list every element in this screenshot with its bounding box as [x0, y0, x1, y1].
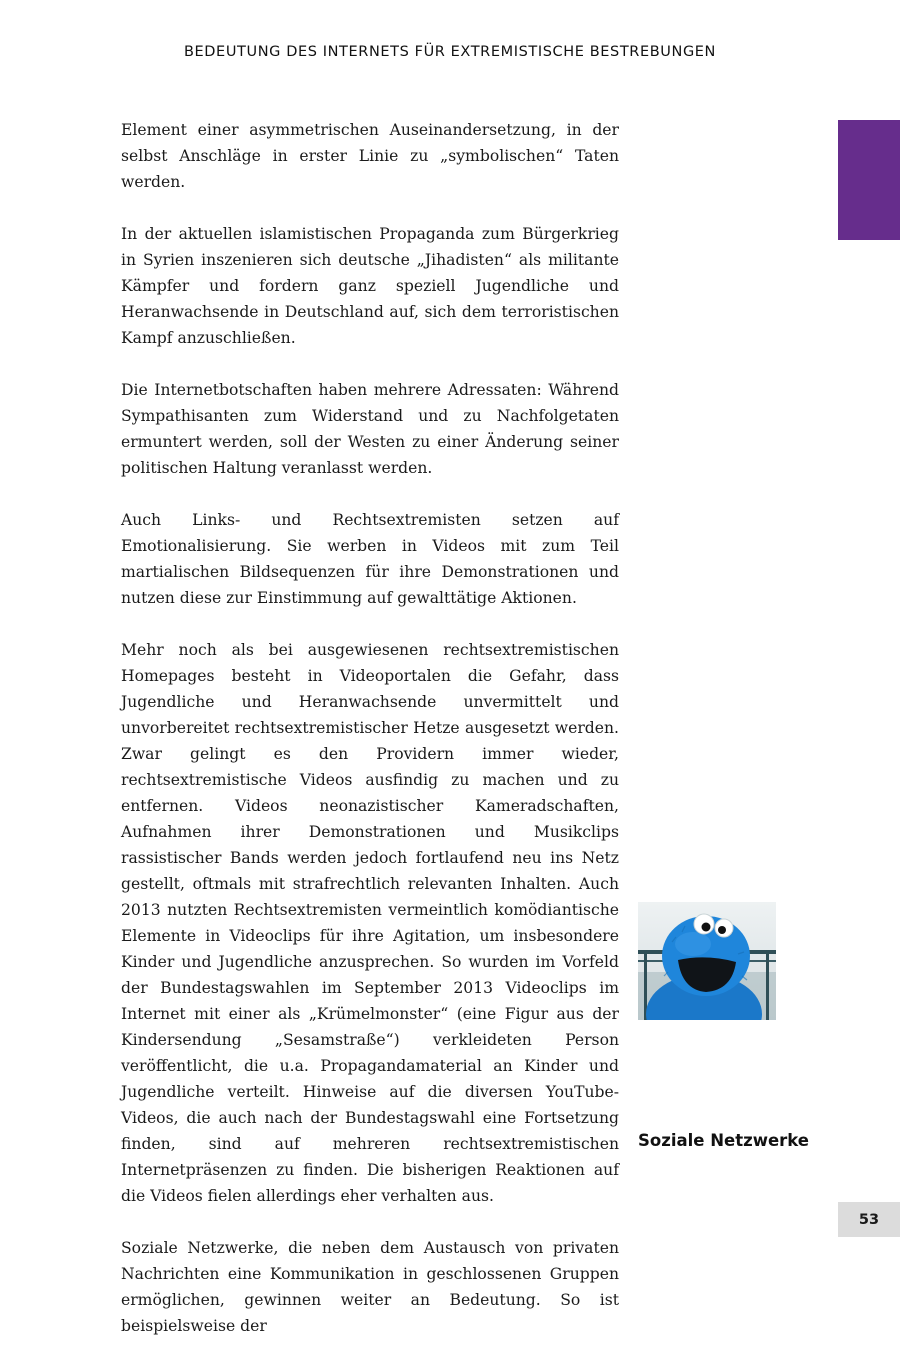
paragraph-2: In der aktuellen islamistischen Propaganda zum Bürgerkrieg in Syrien inszenieren sich deutsche „Jihadisten“ als militante Kämpfer und fordern ganz speziell Jugendliche und Heranwachsende in Deutschland auf, sich dem terroristischen Kampf anzuschließen. — [121, 225, 619, 347]
paragraph-4: Auch Links- und Rechtsextremisten setzen auf Emotionalisierung. Sie werben in Videos mit zum Teil martialischen Bildsequenzen für ihre Demonstrationen und nutzen diese zur Einstimmung auf gewalttätige Aktionen. — [121, 511, 619, 607]
page-number: 53 — [838, 1202, 900, 1237]
paragraph-6: Soziale Netzwerke, die neben dem Austausch von privaten Nachrichten eine Kommunikation in geschlossenen Gruppen ermöglichen, gewinnen weiter an Bedeutung. So ist beispielsweise der — [121, 1239, 619, 1335]
sidebar-heading: Soziale Netzwerke — [638, 1131, 809, 1150]
cookie-monster-photo — [638, 902, 776, 1020]
body-text — [121, 117, 619, 1365]
paragraph-5: Mehr noch als bei ausgewiesenen rechtsextremistischen Homepages besteht in Videoportalen die Gefahr, dass Jugendliche und Heranwachsende unvermittelt und unvorbereitet rechtsextremistischer Hetze ausgesetzt werden. Zwar gelingt es den Providern immer wieder, rechtsextremistische Videos ausfindig zu machen und zu entfernen. Videos neonazistischer Kameradschaften, Aufnahmen ihrer Demonstrationen und Musikclips rassistischer Bands werden jedoch fortlaufend neu ins Netz gestellt, oftmals mit strafrechtlich relevanten Inhalten. Auch 2013 nutzten Rechtsextremisten vermeintlich komödiantische Elemente in Videoclips für ihre Agitation, um insbesondere Kinder und Jugendliche anzusprechen. So wurden im Vorfeld der Bundestagswahlen im September 2013 Videoclips im Internet mit einer als „Krümelmonster“ (eine Figur aus der Kindersendung „Sesamstraße“) verkleideten Person veröffentlicht, die u.a. Propagandamaterial an Kinder und Jugendliche verteilt. Hinweise auf die diversen YouTube-Videos, die auch nach der Bundestagswahl eine Fortsetzung finden, sind auf mehreren rechtsextremistischen Internetpräsenzen zu finden. Die bisherigen Reaktionen auf die Videos fielen allerdings eher verhalten aus. — [121, 641, 619, 1205]
paragraph-3: Die Internetbotschaften haben mehrere Adressaten: Während Sympathisanten zum Widerstand und zu Nachfolgetaten ermuntert werden, soll der Westen zu einer Änderung seiner politischen Haltung veranlasst werden. — [121, 381, 619, 477]
chapter-tab-marker — [838, 120, 900, 240]
running-header: BEDEUTUNG DES INTERNETS FÜR EXTREMISTISCHE BESTREBUNGEN — [183, 44, 716, 60]
paragraph-1: Element einer asymmetrischen Auseinandersetzung, in der selbst Anschläge in erster Linie zu „symbolischen“ Taten werden. — [121, 121, 619, 191]
